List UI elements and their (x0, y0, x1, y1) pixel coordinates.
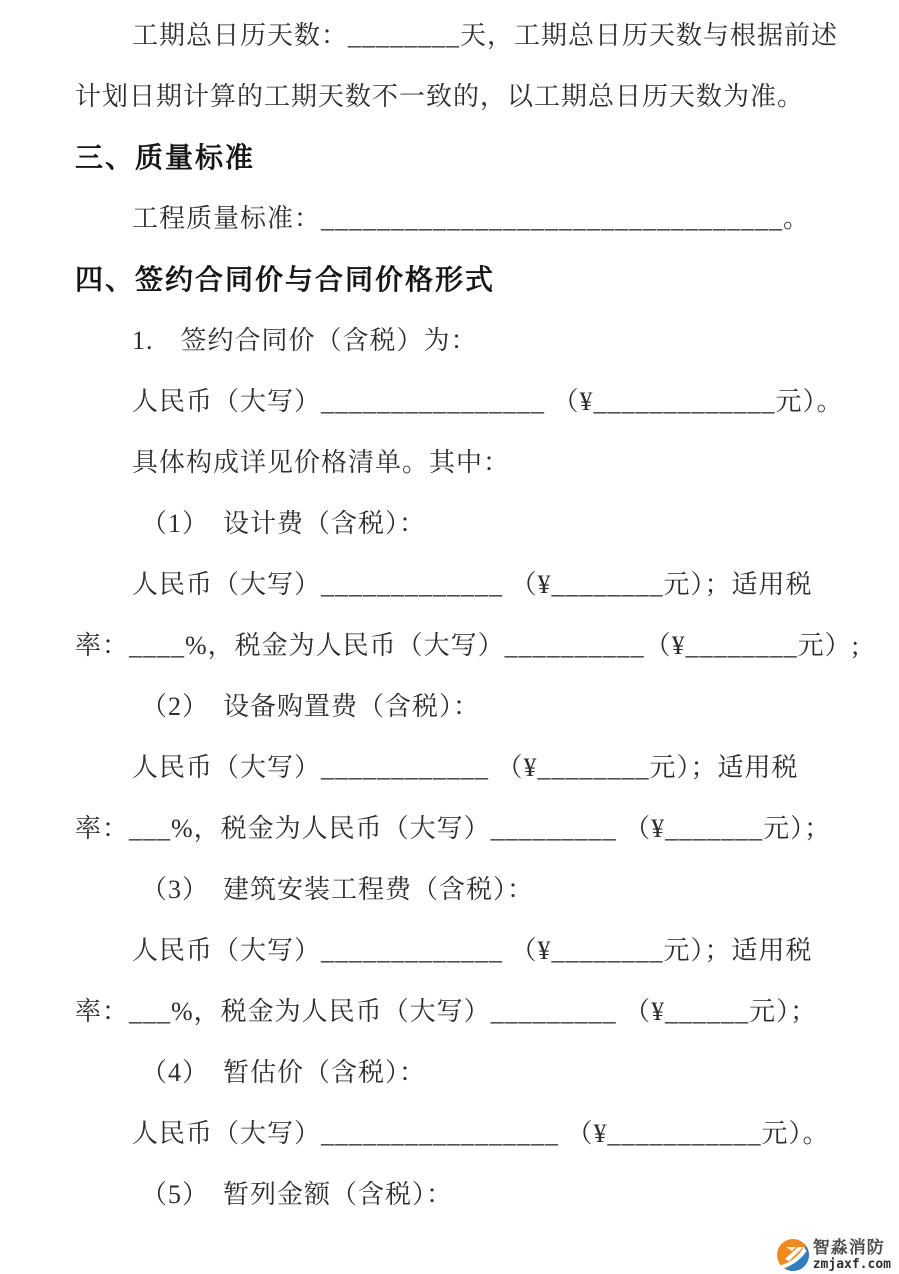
line-sub-4-amount: 人民币（大写）_________________ （¥___________元）。 (132, 1119, 830, 1148)
line-composition: 具体构成详见价格清单。其中： (132, 448, 511, 477)
line-sub-3-tax: 率：___%，税金为人民币（大写）_________ （¥______元）； (75, 997, 818, 1026)
line-sub-3: （3） 建筑安装工程费（含税）： (141, 875, 535, 904)
line-sub-3-amount: 人民币（大写）_____________ （¥________元）；适用税 (132, 936, 813, 965)
watermark-text (812, 1237, 891, 1272)
contract-document (75, 5, 859, 1225)
line-sub-1-amount: 人民币（大写）_____________ （¥________元）；适用税 (132, 570, 813, 599)
fire-protection-brand-icon (776, 1238, 810, 1272)
line-sub-1-tax: 率：____%，税金为人民币（大写）__________（¥________元）; (75, 631, 860, 660)
line-item-1-amount: 人民币（大写）________________ （¥_____________元）。 (132, 387, 844, 416)
site-watermark (776, 1238, 891, 1272)
brand-domain: zmjaxf.com (812, 1256, 891, 1272)
heading-section-3: 三、质量标准 (75, 141, 256, 174)
line-sub-2: （2） 设备购置费（含税）： (141, 692, 481, 721)
line-sub-5: （5） 暂列金额（含税）： (141, 1180, 454, 1209)
line-duration-days-2: 计划日期计算的工期天数不一致的，以工期总日历天数为准。 (75, 82, 805, 111)
line-sub-4: （4） 暂估价（含税）： (141, 1058, 427, 1087)
line-item-1: 1. 签约合同价（含税）为： (132, 326, 478, 355)
brand-name: 智淼消防 (812, 1237, 885, 1258)
line-quality-standard: 工程质量标准：_________________________________。 (132, 204, 811, 233)
line-sub-1: （1） 设计费（含税）： (141, 509, 427, 538)
line-sub-2-amount: 人民币（大写）____________ （¥________元）；适用税 (132, 753, 799, 782)
line-duration-days: 工期总日历天数：________天，工期总日历天数与根据前述 (132, 21, 839, 50)
heading-section-4: 四、签约合同价与合同价格形式 (75, 263, 496, 296)
line-sub-2-tax: 率：___%，税金为人民币（大写）_________ （¥_______元）； (75, 814, 832, 843)
